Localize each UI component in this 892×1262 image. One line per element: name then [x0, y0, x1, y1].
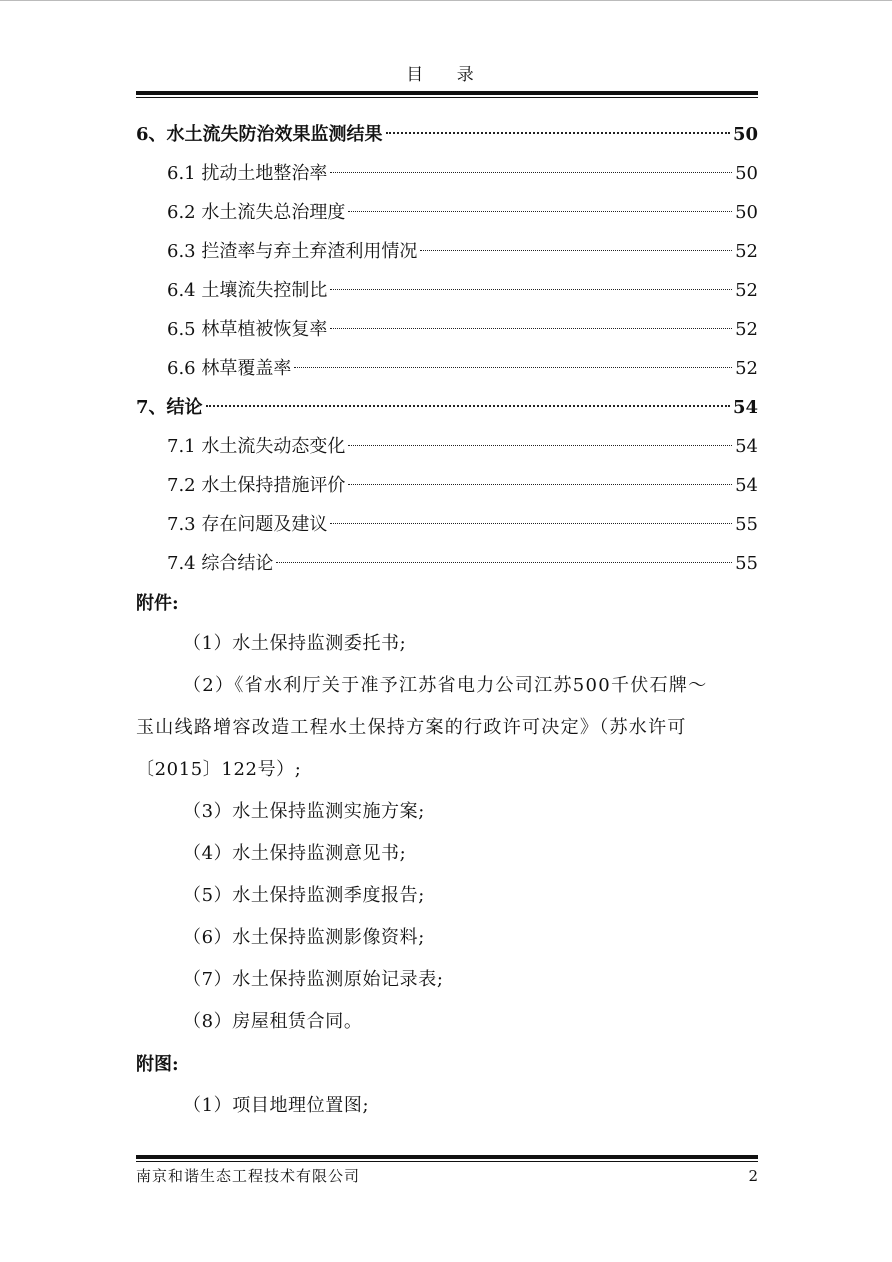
- toc-leader-dots: [294, 367, 732, 368]
- footer-company-name: 南京和谐生态工程技术有限公司: [136, 1167, 361, 1185]
- toc-entry-page: 52: [735, 319, 758, 340]
- header-rule-thick: [136, 91, 758, 95]
- toc-entry-label: 6、水土流失防治效果监测结果: [136, 124, 383, 145]
- toc-entry-label: 7.2 水土保持措施评价: [167, 475, 346, 496]
- toc-leader-dots: [386, 132, 730, 134]
- attachment-item-5: （5）水土保持监测季度报告;: [183, 885, 425, 906]
- toc-entry[interactable]: [136, 193, 758, 232]
- toc-leader-dots: [276, 562, 732, 563]
- toc-entry-label: 6.6 林草覆盖率: [167, 358, 292, 379]
- toc-entry[interactable]: [136, 388, 758, 427]
- toc-entry-page: 54: [735, 475, 758, 496]
- toc-leader-dots: [348, 484, 732, 485]
- table-of-contents: [136, 115, 758, 583]
- toc-entry-label: 7.1 水土流失动态变化: [167, 436, 346, 457]
- header-rule-thin: [136, 97, 758, 98]
- figures-heading: 附图:: [136, 1054, 179, 1075]
- toc-entry-page: 55: [735, 514, 758, 535]
- attachment-item-7: （7）水土保持监测原始记录表;: [183, 969, 444, 990]
- toc-entry[interactable]: [136, 115, 758, 154]
- attachments-heading: 附件:: [136, 593, 179, 614]
- page-header-title: 目 录: [406, 65, 488, 85]
- toc-entry[interactable]: [136, 505, 758, 544]
- toc-entry[interactable]: [136, 310, 758, 349]
- toc-entry-label: 6.4 土壤流失控制比: [167, 280, 328, 301]
- toc-entry[interactable]: [136, 544, 758, 583]
- toc-entry-page: 55: [735, 553, 758, 574]
- toc-entry-page: 52: [735, 280, 758, 301]
- toc-entry-label: 6.1 扰动土地整治率: [167, 163, 328, 184]
- toc-entry-page: 54: [732, 397, 758, 418]
- footer-rule-thin: [136, 1161, 758, 1162]
- toc-leader-dots: [348, 211, 732, 212]
- figure-item-1: （1）项目地理位置图;: [183, 1095, 370, 1116]
- toc-leader-dots: [348, 445, 732, 446]
- toc-entry-label: 7.3 存在问题及建议: [167, 514, 328, 535]
- toc-entry-label: 7、结论: [136, 397, 203, 418]
- page-top-edge: [0, 0, 892, 1]
- attachment-item-1: （1）水土保持监测委托书;: [183, 633, 407, 654]
- toc-entry[interactable]: [136, 466, 758, 505]
- attachment-item-4: （4）水土保持监测意见书;: [183, 843, 407, 864]
- toc-entry-label: 7.4 综合结论: [167, 553, 274, 574]
- toc-entry-page: 52: [735, 358, 758, 379]
- toc-entry[interactable]: [136, 349, 758, 388]
- toc-entry-label: 6.3 拦渣率与弃土弃渣利用情况: [167, 241, 418, 262]
- footer-rule-thick: [136, 1155, 758, 1159]
- toc-entry-page: 54: [735, 436, 758, 457]
- footer-page-number: 2: [748, 1167, 758, 1185]
- attachment-item-2-line-2: 玉山线路增容改造工程水土保持方案的行政许可决定》（苏水许可: [136, 717, 687, 738]
- toc-entry[interactable]: [136, 271, 758, 310]
- toc-leader-dots: [330, 523, 732, 524]
- toc-entry[interactable]: [136, 232, 758, 271]
- toc-leader-dots: [330, 328, 732, 329]
- attachment-item-2-line-3: 〔2015〕122号）;: [136, 759, 302, 780]
- toc-entry-label: 6.2 水土流失总治理度: [167, 202, 346, 223]
- toc-entry-label: 6.5 林草植被恢复率: [167, 319, 328, 340]
- toc-leader-dots: [420, 250, 732, 251]
- toc-entry[interactable]: [136, 427, 758, 466]
- attachment-item-6: （6）水土保持监测影像资料;: [183, 927, 425, 948]
- toc-entry-page: 50: [732, 124, 758, 145]
- toc-leader-dots: [330, 289, 732, 290]
- attachment-item-3: （3）水土保持监测实施方案;: [183, 801, 425, 822]
- toc-leader-dots: [330, 172, 732, 173]
- toc-entry-page: 50: [735, 163, 758, 184]
- attachment-item-8: （8）房屋租赁合同。: [183, 1011, 363, 1032]
- attachment-item-2-line-1: （2）《省水利厅关于准予江苏省电力公司江苏500千伏石牌～: [183, 675, 708, 696]
- toc-leader-dots: [206, 405, 730, 407]
- toc-entry-page: 50: [735, 202, 758, 223]
- toc-entry[interactable]: [136, 154, 758, 193]
- toc-entry-page: 52: [735, 241, 758, 262]
